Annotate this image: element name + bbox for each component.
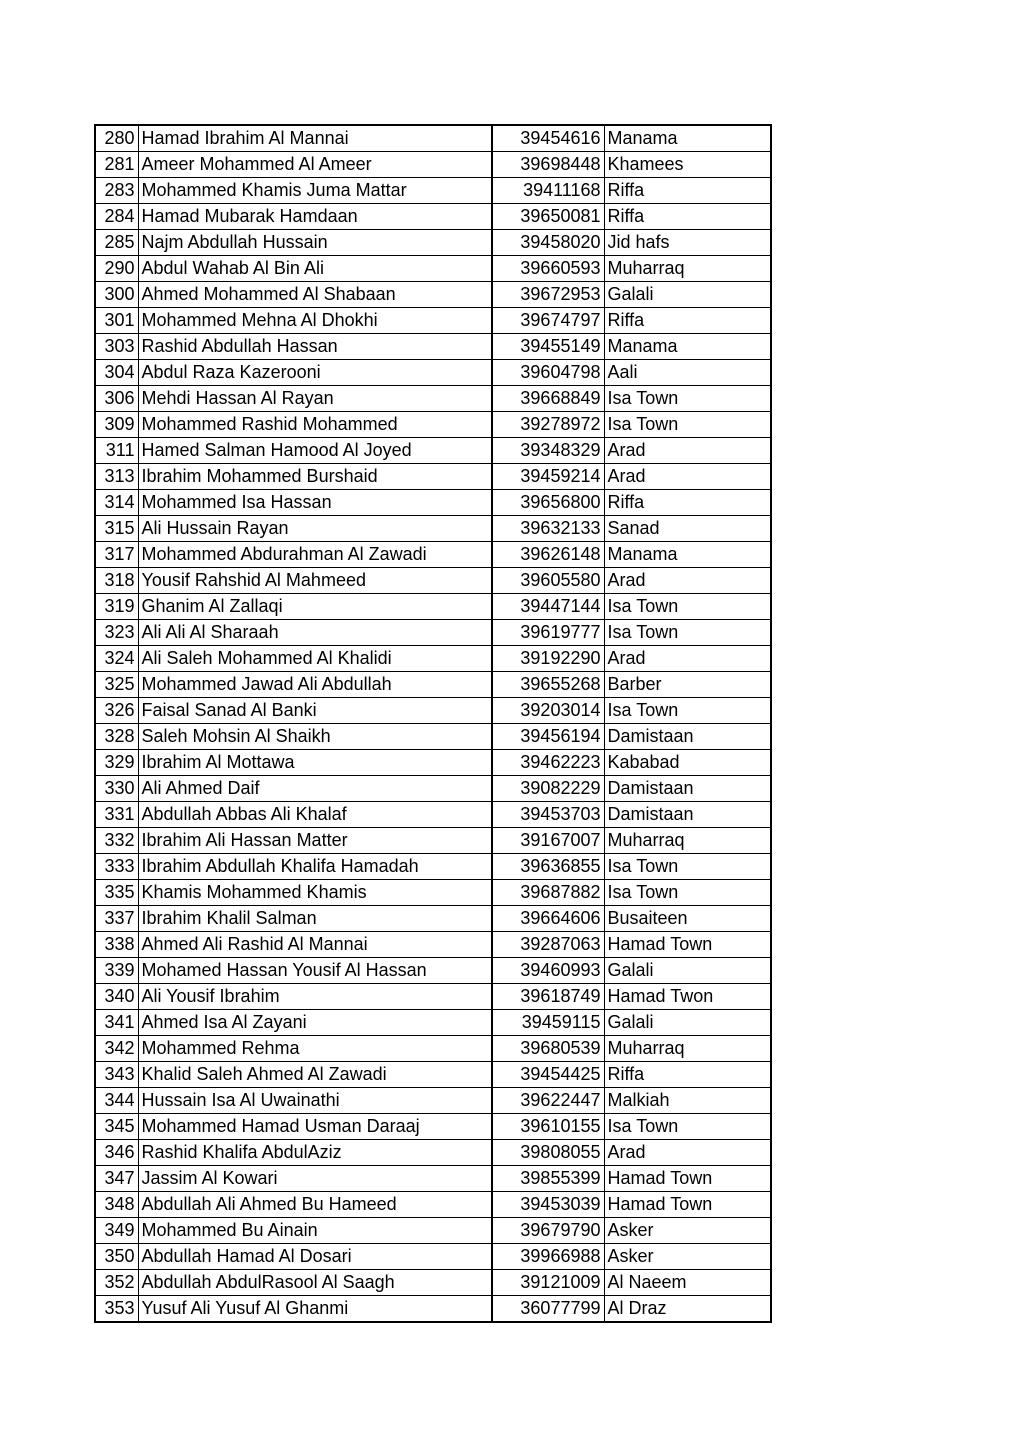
area-cell: Riffa [604, 308, 771, 334]
area-cell: Jid hafs [604, 230, 771, 256]
phone-number-cell: 39167007 [492, 828, 604, 854]
member-name-cell: Jassim Al Kowari [138, 1166, 492, 1192]
row-number-cell: 290 [95, 256, 138, 282]
phone-number-cell: 36077799 [492, 1296, 604, 1323]
row-number-cell: 330 [95, 776, 138, 802]
table-row [95, 1166, 771, 1192]
row-number-cell: 315 [95, 516, 138, 542]
member-name-cell: Mehdi Hassan Al Rayan [138, 386, 492, 412]
area-cell: Al Naeem [604, 1270, 771, 1296]
table-row [95, 386, 771, 412]
member-name-cell: Mohammed Rashid Mohammed [138, 412, 492, 438]
row-number-cell: 331 [95, 802, 138, 828]
table-row [95, 906, 771, 932]
member-name-cell: Rashid Khalifa AbdulAziz [138, 1140, 492, 1166]
phone-number-cell: 39447144 [492, 594, 604, 620]
table-row [95, 620, 771, 646]
area-cell: Isa Town [604, 594, 771, 620]
area-cell: Galali [604, 282, 771, 308]
row-number-cell: 318 [95, 568, 138, 594]
phone-number-cell: 39679790 [492, 1218, 604, 1244]
row-number-cell: 323 [95, 620, 138, 646]
member-name-cell: Khalid Saleh Ahmed Al Zawadi [138, 1062, 492, 1088]
area-cell: Manama [604, 125, 771, 152]
area-cell: Isa Town [604, 620, 771, 646]
table-row [95, 1296, 771, 1323]
phone-number-cell: 39626148 [492, 542, 604, 568]
member-name-cell: Faisal Sanad Al Banki [138, 698, 492, 724]
area-cell: Muharraq [604, 1036, 771, 1062]
row-number-cell: 348 [95, 1192, 138, 1218]
table-row [95, 178, 771, 204]
row-number-cell: 281 [95, 152, 138, 178]
table-row [95, 1114, 771, 1140]
row-number-cell: 352 [95, 1270, 138, 1296]
member-name-cell: Najm Abdullah Hussain [138, 230, 492, 256]
phone-number-cell: 39287063 [492, 932, 604, 958]
member-name-cell: Hamad Ibrahim Al Mannai [138, 125, 492, 152]
phone-number-cell: 39456194 [492, 724, 604, 750]
phone-number-cell: 39459214 [492, 464, 604, 490]
row-number-cell: 284 [95, 204, 138, 230]
area-cell: Isa Town [604, 880, 771, 906]
row-number-cell: 317 [95, 542, 138, 568]
phone-number-cell: 39192290 [492, 646, 604, 672]
table-row [95, 1010, 771, 1036]
table-row [95, 516, 771, 542]
member-name-cell: Ali Ahmed Daif [138, 776, 492, 802]
table-row [95, 204, 771, 230]
row-number-cell: 283 [95, 178, 138, 204]
phone-number-cell: 39650081 [492, 204, 604, 230]
area-cell: Khamees [604, 152, 771, 178]
table-row [95, 412, 771, 438]
table-row [95, 1062, 771, 1088]
area-cell: Isa Town [604, 854, 771, 880]
table-row [95, 828, 771, 854]
area-cell: Hamad Town [604, 1166, 771, 1192]
row-number-cell: 325 [95, 672, 138, 698]
row-number-cell: 285 [95, 230, 138, 256]
member-table [94, 124, 772, 1323]
phone-number-cell: 39459115 [492, 1010, 604, 1036]
row-number-cell: 324 [95, 646, 138, 672]
phone-number-cell: 39687882 [492, 880, 604, 906]
area-cell: Arad [604, 568, 771, 594]
table-row [95, 256, 771, 282]
row-number-cell: 339 [95, 958, 138, 984]
phone-number-cell: 39455149 [492, 334, 604, 360]
area-cell: Al Draz [604, 1296, 771, 1323]
phone-number-cell: 39808055 [492, 1140, 604, 1166]
area-cell: Arad [604, 464, 771, 490]
table-row [95, 776, 771, 802]
phone-number-cell: 39668849 [492, 386, 604, 412]
phone-number-cell: 39660593 [492, 256, 604, 282]
member-name-cell: Mohammed Jawad Ali Abdullah [138, 672, 492, 698]
member-name-cell: Ghanim Al Zallaqi [138, 594, 492, 620]
phone-number-cell: 39121009 [492, 1270, 604, 1296]
phone-number-cell: 39605580 [492, 568, 604, 594]
row-number-cell: 313 [95, 464, 138, 490]
member-name-cell: Abdul Raza Kazerooni [138, 360, 492, 386]
member-name-cell: Hamed Salman Hamood Al Joyed [138, 438, 492, 464]
member-name-cell: Mohammed Bu Ainain [138, 1218, 492, 1244]
row-number-cell: 337 [95, 906, 138, 932]
area-cell: Isa Town [604, 386, 771, 412]
row-number-cell: 326 [95, 698, 138, 724]
table-row [95, 152, 771, 178]
member-name-cell: Mohamed Hassan Yousif Al Hassan [138, 958, 492, 984]
area-cell: Riffa [604, 204, 771, 230]
member-name-cell: Yousif Rahshid Al Mahmeed [138, 568, 492, 594]
row-number-cell: 350 [95, 1244, 138, 1270]
area-cell: Asker [604, 1244, 771, 1270]
phone-number-cell: 39632133 [492, 516, 604, 542]
member-name-cell: Rashid Abdullah Hassan [138, 334, 492, 360]
table-row [95, 490, 771, 516]
phone-number-cell: 39618749 [492, 984, 604, 1010]
table-row [95, 932, 771, 958]
area-cell: Aali [604, 360, 771, 386]
member-name-cell: Ali Ali Al Sharaah [138, 620, 492, 646]
area-cell: Malkiah [604, 1088, 771, 1114]
row-number-cell: 341 [95, 1010, 138, 1036]
area-cell: Arad [604, 646, 771, 672]
member-name-cell: Saleh Mohsin Al Shaikh [138, 724, 492, 750]
area-cell: Isa Town [604, 698, 771, 724]
phone-number-cell: 39278972 [492, 412, 604, 438]
row-number-cell: 328 [95, 724, 138, 750]
row-number-cell: 309 [95, 412, 138, 438]
phone-number-cell: 39453703 [492, 802, 604, 828]
member-table-body [95, 125, 771, 1322]
area-cell: Damistaan [604, 776, 771, 802]
phone-number-cell: 39680539 [492, 1036, 604, 1062]
member-name-cell: Khamis Mohammed Khamis [138, 880, 492, 906]
member-name-cell: Hussain Isa Al Uwainathi [138, 1088, 492, 1114]
area-cell: Kababad [604, 750, 771, 776]
member-name-cell: Hamad Mubarak Hamdaan [138, 204, 492, 230]
table-row [95, 802, 771, 828]
phone-number-cell: 39966988 [492, 1244, 604, 1270]
row-number-cell: 344 [95, 1088, 138, 1114]
table-row [95, 230, 771, 256]
phone-number-cell: 39622447 [492, 1088, 604, 1114]
phone-number-cell: 39203014 [492, 698, 604, 724]
member-name-cell: Abdullah Ali Ahmed Bu Hameed [138, 1192, 492, 1218]
area-cell: Busaiteen [604, 906, 771, 932]
area-cell: Arad [604, 438, 771, 464]
table-row [95, 542, 771, 568]
table-row [95, 1192, 771, 1218]
row-number-cell: 311 [95, 438, 138, 464]
phone-number-cell: 39411168 [492, 178, 604, 204]
area-cell: Muharraq [604, 828, 771, 854]
phone-number-cell: 39082229 [492, 776, 604, 802]
table-row [95, 880, 771, 906]
phone-number-cell: 39462223 [492, 750, 604, 776]
table-row [95, 464, 771, 490]
area-cell: Barber [604, 672, 771, 698]
phone-number-cell: 39458020 [492, 230, 604, 256]
area-cell: Manama [604, 334, 771, 360]
phone-number-cell: 39454616 [492, 125, 604, 152]
row-number-cell: 301 [95, 308, 138, 334]
phone-number-cell: 39674797 [492, 308, 604, 334]
area-cell: Asker [604, 1218, 771, 1244]
table-row [95, 984, 771, 1010]
table-row [95, 568, 771, 594]
member-name-cell: Abdullah Abbas Ali Khalaf [138, 802, 492, 828]
row-number-cell: 333 [95, 854, 138, 880]
table-row [95, 334, 771, 360]
phone-number-cell: 39460993 [492, 958, 604, 984]
table-row [95, 125, 771, 152]
table-row [95, 1140, 771, 1166]
member-name-cell: Mohammed Hamad Usman Daraaj [138, 1114, 492, 1140]
phone-number-cell: 39656800 [492, 490, 604, 516]
area-cell: Manama [604, 542, 771, 568]
area-cell: Isa Town [604, 412, 771, 438]
member-name-cell: Ahmed Mohammed Al Shabaan [138, 282, 492, 308]
row-number-cell: 346 [95, 1140, 138, 1166]
area-cell: Damistaan [604, 802, 771, 828]
phone-number-cell: 39664606 [492, 906, 604, 932]
member-name-cell: Ali Hussain Rayan [138, 516, 492, 542]
member-name-cell: Ibrahim Mohammed Burshaid [138, 464, 492, 490]
member-name-cell: Ibrahim Khalil Salman [138, 906, 492, 932]
member-name-cell: Ali Saleh Mohammed Al Khalidi [138, 646, 492, 672]
member-name-cell: Ahmed Ali Rashid Al Mannai [138, 932, 492, 958]
area-cell: Damistaan [604, 724, 771, 750]
table-row [95, 438, 771, 464]
row-number-cell: 332 [95, 828, 138, 854]
member-name-cell: Ibrahim Al Mottawa [138, 750, 492, 776]
member-name-cell: Yusuf Ali Yusuf Al Ghanmi [138, 1296, 492, 1323]
phone-number-cell: 39698448 [492, 152, 604, 178]
area-cell: Arad [604, 1140, 771, 1166]
member-name-cell: Abdullah Hamad Al Dosari [138, 1244, 492, 1270]
row-number-cell: 345 [95, 1114, 138, 1140]
row-number-cell: 280 [95, 125, 138, 152]
member-name-cell: Mohammed Abdurahman Al Zawadi [138, 542, 492, 568]
row-number-cell: 319 [95, 594, 138, 620]
table-row [95, 308, 771, 334]
table-row [95, 958, 771, 984]
table-row [95, 672, 771, 698]
row-number-cell: 342 [95, 1036, 138, 1062]
row-number-cell: 303 [95, 334, 138, 360]
area-cell: Riffa [604, 178, 771, 204]
table-row [95, 1218, 771, 1244]
phone-number-cell: 39672953 [492, 282, 604, 308]
row-number-cell: 353 [95, 1296, 138, 1323]
table-row [95, 1270, 771, 1296]
area-cell: Hamad Town [604, 1192, 771, 1218]
table-row [95, 594, 771, 620]
row-number-cell: 304 [95, 360, 138, 386]
row-number-cell: 347 [95, 1166, 138, 1192]
member-name-cell: Mohammed Rehma [138, 1036, 492, 1062]
table-row [95, 1088, 771, 1114]
row-number-cell: 335 [95, 880, 138, 906]
member-name-cell: Abdul Wahab Al Bin Ali [138, 256, 492, 282]
table-row [95, 360, 771, 386]
member-name-cell: Mohammed Isa Hassan [138, 490, 492, 516]
table-row [95, 646, 771, 672]
row-number-cell: 349 [95, 1218, 138, 1244]
row-number-cell: 340 [95, 984, 138, 1010]
area-cell: Hamad Twon [604, 984, 771, 1010]
area-cell: Galali [604, 1010, 771, 1036]
member-name-cell: Abdullah AbdulRasool Al Saagh [138, 1270, 492, 1296]
table-row [95, 854, 771, 880]
row-number-cell: 300 [95, 282, 138, 308]
row-number-cell: 338 [95, 932, 138, 958]
member-name-cell: Ali Yousif Ibrahim [138, 984, 492, 1010]
table-row [95, 698, 771, 724]
phone-number-cell: 39348329 [492, 438, 604, 464]
phone-number-cell: 39855399 [492, 1166, 604, 1192]
member-name-cell: Ameer Mohammed Al Ameer [138, 152, 492, 178]
phone-number-cell: 39604798 [492, 360, 604, 386]
phone-number-cell: 39619777 [492, 620, 604, 646]
table-row [95, 1036, 771, 1062]
table-row [95, 724, 771, 750]
phone-number-cell: 39453039 [492, 1192, 604, 1218]
row-number-cell: 306 [95, 386, 138, 412]
area-cell: Isa Town [604, 1114, 771, 1140]
member-name-cell: Mohammed Mehna Al Dhokhi [138, 308, 492, 334]
area-cell: Hamad Town [604, 932, 771, 958]
table-row [95, 1244, 771, 1270]
phone-number-cell: 39610155 [492, 1114, 604, 1140]
member-name-cell: Ibrahim Ali Hassan Matter [138, 828, 492, 854]
row-number-cell: 329 [95, 750, 138, 776]
member-name-cell: Ahmed Isa Al Zayani [138, 1010, 492, 1036]
area-cell: Muharraq [604, 256, 771, 282]
phone-number-cell: 39655268 [492, 672, 604, 698]
row-number-cell: 314 [95, 490, 138, 516]
area-cell: Riffa [604, 490, 771, 516]
table-row [95, 282, 771, 308]
area-cell: Galali [604, 958, 771, 984]
phone-number-cell: 39454425 [492, 1062, 604, 1088]
member-name-cell: Ibrahim Abdullah Khalifa Hamadah [138, 854, 492, 880]
row-number-cell: 343 [95, 1062, 138, 1088]
area-cell: Riffa [604, 1062, 771, 1088]
table-row [95, 750, 771, 776]
member-name-cell: Mohammed Khamis Juma Mattar [138, 178, 492, 204]
phone-number-cell: 39636855 [492, 854, 604, 880]
area-cell: Sanad [604, 516, 771, 542]
